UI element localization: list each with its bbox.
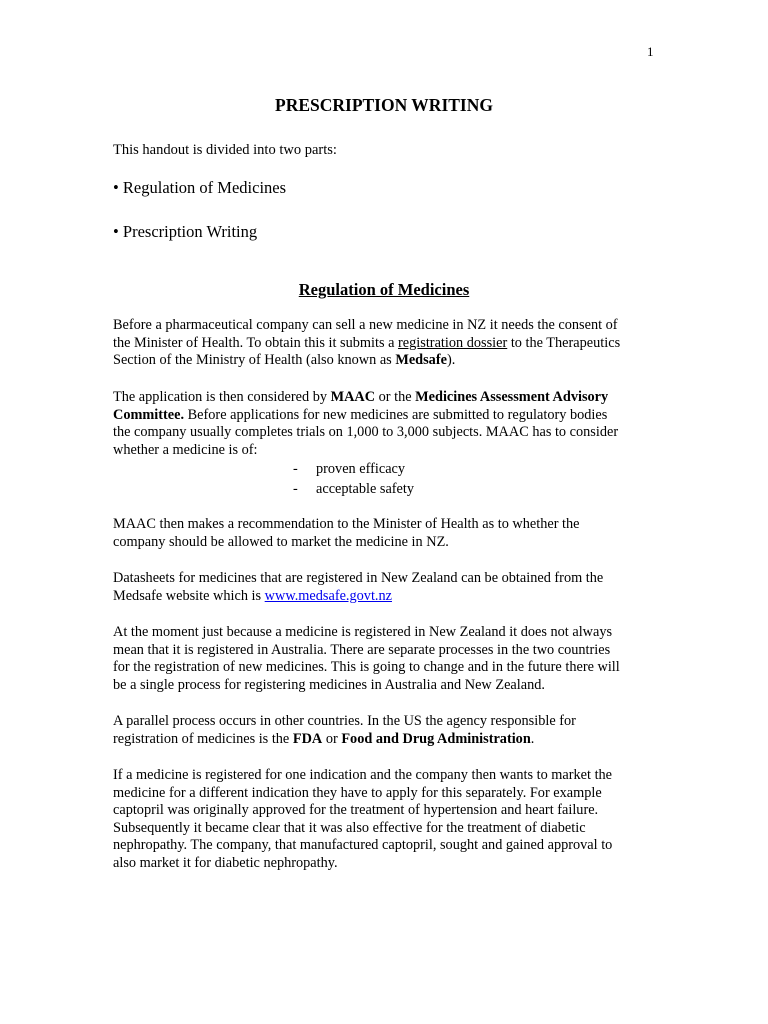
text-line: Section of the Ministry of Health (also known as Medsafe). (113, 352, 456, 368)
text-line: Subsequently it became clear that it was also effective for the treatment of diabetic (113, 819, 586, 836)
bullet-symbol: • (113, 222, 119, 241)
dash-symbol: - (293, 461, 298, 477)
text-line: A parallel process occurs in other countries. In the US the agency responsible for (113, 713, 576, 729)
bold-term: Medicines Assessment Advisory (415, 389, 609, 405)
text-line: mean that it is registered in Australia. There are separate processes in the two countries (113, 641, 611, 658)
text-line: company should be allowed to market the medicine in NZ. (113, 533, 449, 550)
paragraph-fda (113, 713, 658, 748)
bold-term: Committee. (113, 406, 185, 423)
text-line: for the registration of new medicines. This is going to change and in the future there will (113, 659, 620, 675)
bold-term: FDA (292, 730, 323, 747)
text-line: MAAC then makes a recommendation to the Minister of Health as to whether the (113, 516, 580, 532)
text-line: Datasheets for medicines that are registered in New Zealand can be obtained from the (113, 570, 604, 586)
paragraph-datasheets (113, 570, 658, 605)
criterion-item: proven efficacy (316, 461, 406, 477)
dash-symbol: - (293, 481, 298, 497)
bold-term: Medsafe (395, 352, 447, 368)
text-line: captopril was originally approved for the treatment of hypertension and heart failure. (113, 802, 599, 818)
bullet-symbol: • (113, 178, 119, 197)
bullet-item (113, 222, 257, 242)
text-line: the company usually completes trials on 1,000 to 3,000 subjects. MAAC has to consider (113, 424, 619, 440)
text-line: medicine for a different indication they have to apply for this separately. For example (113, 784, 602, 801)
bold-term: Food and Drug Administration (341, 730, 531, 747)
criterion-item: acceptable safety (316, 481, 415, 497)
text-line: Medsafe website which is www.medsafe.govt.nz (113, 587, 392, 604)
text-line: whether a medicine is of: (113, 441, 258, 458)
text-line: At the moment just because a medicine is registered in New Zealand it does not always (113, 624, 613, 640)
text-line: the Minister of Health. To obtain this it submits a registration dossier to the Therapeutics (113, 334, 621, 351)
paragraph-australia (113, 624, 658, 694)
medsafe-link[interactable]: www.medsafe.govt.nz (264, 587, 392, 604)
underlined-term: registration dossier (398, 334, 508, 351)
paragraph-maac (113, 389, 658, 459)
intro-text: This handout is divided into two parts: (113, 142, 337, 158)
bullet-item (113, 178, 286, 198)
text-line: nephropathy. The company, that manufactured captopril, sought and gained approval to (113, 837, 613, 853)
text-line: Before a pharmaceutical company can sell a new medicine in NZ it needs the consent of (113, 317, 618, 333)
section-heading: Regulation of Medicines (298, 280, 470, 299)
text-line: be a single process for registering medicines in Australia and New Zealand. (113, 676, 545, 693)
text-line: Committee. Before applications for new medicines are submitted to regulatory bodies (113, 406, 608, 423)
bullet-text: Regulation of Medicines (122, 178, 287, 197)
bold-term: MAAC (330, 389, 376, 405)
paragraph-consent (113, 317, 658, 370)
text-line: also market it for diabetic nephropathy. (113, 854, 338, 871)
bullet-text: Prescription Writing (122, 222, 258, 241)
paragraph-recommendation (113, 516, 658, 551)
text-line: If a medicine is registered for one indication and the company then wants to market the (113, 767, 613, 783)
text-line: The application is then considered by MAAC or the Medicines Assessment Advisory (113, 389, 609, 405)
paragraph-indication (113, 767, 658, 872)
document-title: PRESCRIPTION WRITING (275, 95, 493, 115)
text-line: registration of medicines is the FDA or Food and Drug Administration. (113, 730, 535, 747)
page-number: 1 (647, 44, 654, 59)
